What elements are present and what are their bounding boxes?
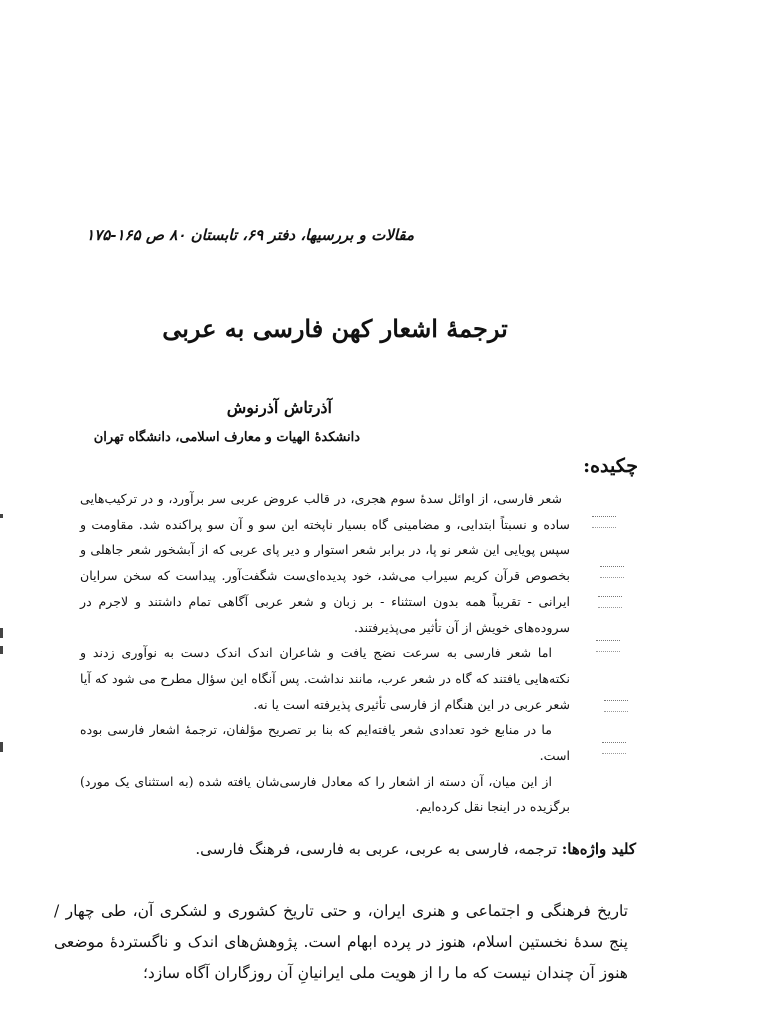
abstract-paragraph: اما شعر فارسی به سرعت نضج یافت و شاعران اندک اندک دست به نوآوری زدند و نکته‌هایی یافتند که گاه در شعر عرب، مانند نداشت. پس آنگاه این سؤال مطرح می شود که آیا شعر عربی در این هنگام از فارسی تأثیری پذیرفته است یا نه. [80,645,570,712]
keywords-line [180,836,636,862]
margin-mark [604,700,628,712]
margin-mark [600,566,624,578]
edge-mark [0,514,3,518]
keywords-text: ترجمه، فارسی به عربی، عربی به فارسی، فرهنگ فارسی. [195,840,557,858]
abstract-paragraph: از این میان، آن دسته از اشعار را که معادل فارسی‌شان یافته شده (به استثنای یک مورد) برگزیده در اینجا نقل کرده‌ایم. [80,773,570,815]
edge-mark [0,742,3,752]
keywords-label: کلید واژه‌ها: [561,840,636,858]
margin-mark [598,596,622,608]
abstract-paragraph: شعر فارسی، از اوائل سدهٔ سوم هجری، در قالب عروض عربی سر برآورد، و در ترکیب‌هایی ساده و نسبتاً ابتدایی، و مضامینی گاه بسیار ناپخته این سو و آن سو پراکنده شد. مقاومت و سپس پویایی این شعر نو پا، در برابر شعر استوار و دیر پای عربی که از آبشخور شعر جاهلی و بخصوص قرآن کریم سیراب می‌شد، خود پدیده‌ای‌ست شگفت‌آور. پیداست که سخن سرایان ایرانی - تقریباً همه بدون استثناء - بر زبان و شعر عربی آگاهی تمام داشتند و لاجرم در سروده‌های خویش از آن تأثیر می‌پذیرفتند. [80,491,570,635]
margin-mark [592,516,616,528]
body-text [54,896,628,989]
edge-mark [0,646,3,654]
author-name: آذرتاش آذرنوش [226,398,332,417]
journal-citation: مقالات و بررسیها، دفتر ۶۹، تابستان ۸۰ ص ۱۶۵-۱۷۵ [86,226,414,244]
edge-mark [0,628,3,638]
body-paragraph: تاریخ فرهنگی و اجتماعی و هنری ایران، و حتی تاریخ کشوری و لشکری آن، طی چهار / پنج سدهٔ نخستین اسلام، هنوز در پرده ابهام است. پژوهش‌های اندک و ناگستردهٔ موضعی هنوز آن چندان نیست که ما را از هویت ملی ایرانیانِ آن روزگاران آگاه سازد؛ [54,902,628,982]
abstract-label: چکیده: [583,455,638,477]
abstract-body [80,486,570,820]
abstract-paragraph: ما در منابع خود تعدادی شعر یافته‌ایم که بنا بر تصریح مؤلفان، ترجمهٔ اشعار فارسی بوده است. [80,722,570,764]
author-affiliation: دانشکدهٔ الهیات و معارف اسلامی، دانشگاه تهران [93,430,360,445]
article-title: ترجمهٔ اشعار کهن فارسی به عربی [162,314,508,343]
margin-mark [602,742,626,754]
margin-mark [596,640,620,652]
